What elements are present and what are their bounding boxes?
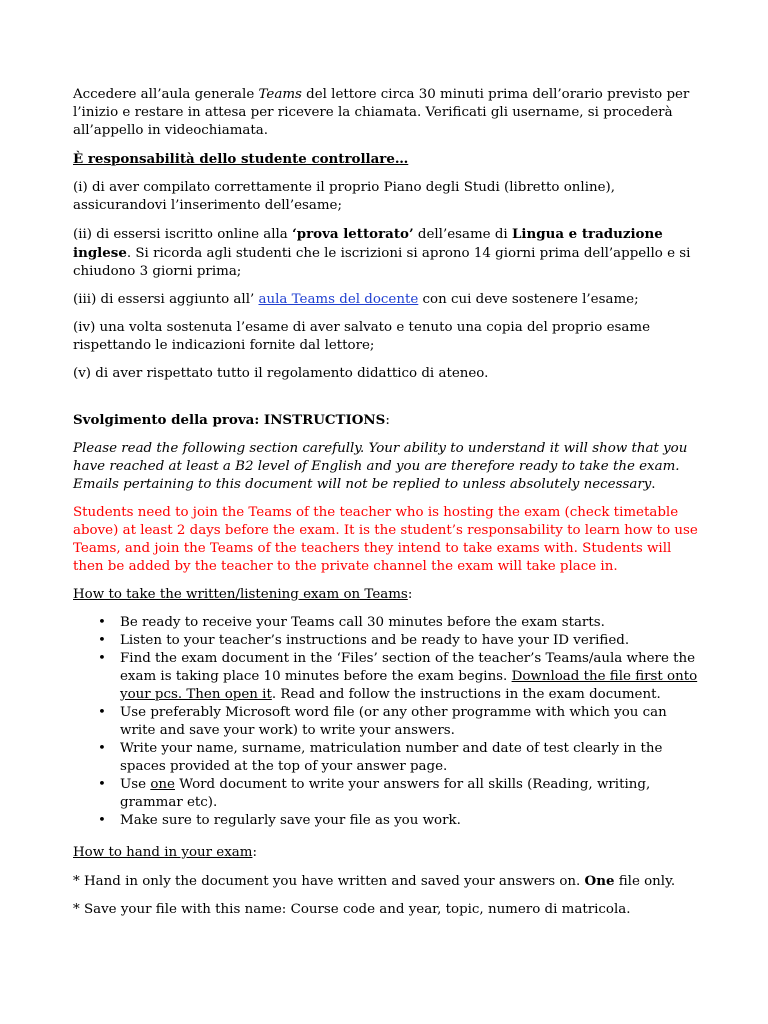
list-item-text: . Read and follow the instructions in the exam document.	[271, 687, 661, 702]
hand-in-text-b: file only.	[614, 874, 676, 889]
hand-in-bold-one: One	[584, 873, 615, 889]
item2-bold-course: Lingua e traduzione inglese	[73, 226, 663, 261]
bullet-icon: •	[98, 615, 106, 630]
responsibility-item-1: (i) di aver compilato correttamente il proprio Piano degli Studi (libretto online), assicurandovi l’inserimento dell’esame;	[73, 180, 616, 213]
list-item-text: Word document to write your answers for all skills (Reading, writing, grammar etc).	[120, 777, 651, 810]
list-item-underlined: Download the file first onto your pcs. Then open it	[120, 669, 698, 702]
hand-in-heading-colon: :	[252, 845, 257, 860]
aula-teams-link[interactable]: aula Teams del docente	[258, 292, 419, 307]
list-item-text: Be ready to receive your Teams call 30 minutes before the exam starts.	[120, 615, 605, 630]
intro-paragraph	[73, 86, 698, 140]
instructions-heading-colon: :	[385, 413, 390, 428]
list-item-text: Find the exam document in the ‘Files’ section of the teacher’s Teams/aula where the exam is taking place 10 minutes before the exam begins.	[120, 651, 696, 684]
list-item-text: Use	[120, 777, 151, 792]
list-item	[73, 614, 698, 632]
item2-text-c: . Si ricorda agli studenti che le iscrizioni si aprono 14 giorni prima dell’appello e si chiudono 3 giorni prima;	[73, 246, 691, 279]
written-exam-heading	[73, 586, 698, 604]
italic-note-text: Please read the following section carefully. Your ability to understand it will show that you have reached at least a B2 level of English and you are therefore ready to take the exam. Emails pertaining to this document will not be replied to unless absolutely necessary	[73, 441, 688, 492]
list-item	[73, 776, 698, 812]
written-exam-heading-colon: :	[407, 587, 413, 602]
bullet-icon: •	[98, 633, 106, 648]
hand-in-line-1	[73, 872, 698, 891]
instructions-heading	[73, 411, 698, 430]
responsibility-heading	[73, 150, 698, 169]
responsibility-item-3	[73, 291, 698, 309]
instructions-heading-text: Svolgimento della prova: INSTRUCTIONS	[73, 412, 386, 428]
intro-text-1: Accedere all’aula generale	[73, 87, 259, 102]
bullet-icon: •	[98, 777, 106, 792]
responsibility-item-5: (v) di aver rispettato tutto il regolamento didattico di ateneo.	[73, 366, 489, 381]
bullet-icon: •	[98, 813, 106, 828]
item2-text-b: dell’esame di	[413, 227, 512, 242]
list-item	[73, 650, 698, 704]
item2-text-a: (ii) di essersi iscritto online alla	[73, 227, 293, 242]
item3-text-b: con cui deve sostenere l’esame;	[418, 292, 639, 307]
instructions-red-note: Students need to join the Teams of the teacher who is hosting the exam (check timetable above) at least 2 days before the exam. It is the student’s responsability to learn how to use Teams, and join the Teams of the teachers they intend to take exams with. Students will then be added by the teacher to the private channel the exam will take place in.	[73, 505, 698, 574]
hand-in-line-2: * Save your file with this name: Course code and year, topic, numero di matricola.	[73, 902, 631, 917]
responsibility-item-2	[73, 225, 698, 281]
intro-text-2: del lettore circa 30 minuti prima dell’orario previsto per l’inizio e restare in attesa per ricevere la chiamata. Verificati gli username, si procederà all’appello in videochiamata.	[73, 87, 690, 138]
list-item-text: Listen to your teacher’s instructions and be ready to have your ID verified.	[120, 633, 630, 648]
item2-bold-prova: ‘prova lettorato’	[292, 226, 414, 242]
bullet-icon: •	[98, 741, 106, 756]
list-item	[73, 632, 698, 650]
instructions-italic-note	[73, 440, 698, 494]
intro-teams-word: Teams	[258, 87, 302, 102]
hand-in-heading-text: How to hand in your exam	[73, 845, 253, 860]
hand-in-text-a: * Hand in only the document you have written and saved your answers on.	[73, 874, 585, 889]
list-item-text: Use preferably Microsoft word file (or any other programme with which you can write and save your work) to write your answers.	[120, 705, 667, 738]
document-page	[73, 86, 698, 929]
bullet-icon: •	[98, 651, 106, 666]
list-item	[73, 812, 698, 830]
italic-note-period: .	[651, 477, 656, 492]
list-item	[73, 740, 698, 776]
item3-text-a: (iii) di essersi aggiunto all’	[73, 292, 259, 307]
responsibility-heading-text: È responsabilità dello studente controllare…	[73, 151, 409, 167]
list-item-text: Make sure to regularly save your file as you work.	[120, 813, 461, 828]
list-item	[73, 704, 698, 740]
list-item-text: Write your name, surname, matriculation number and date of test clearly in the spaces provided at the top of your answer page.	[120, 741, 663, 774]
bullet-icon: •	[98, 705, 106, 720]
list-item-underlined: one	[150, 777, 175, 792]
hand-in-heading	[73, 844, 698, 862]
written-exam-list	[73, 614, 698, 830]
responsibility-item-4: (iv) una volta sostenuta l’esame di aver salvato e tenuto una copia del proprio esame rispettando le indicazioni fornite dal lettore;	[73, 320, 651, 353]
written-exam-heading-text: How to take the written/listening exam on Teams	[73, 587, 408, 602]
